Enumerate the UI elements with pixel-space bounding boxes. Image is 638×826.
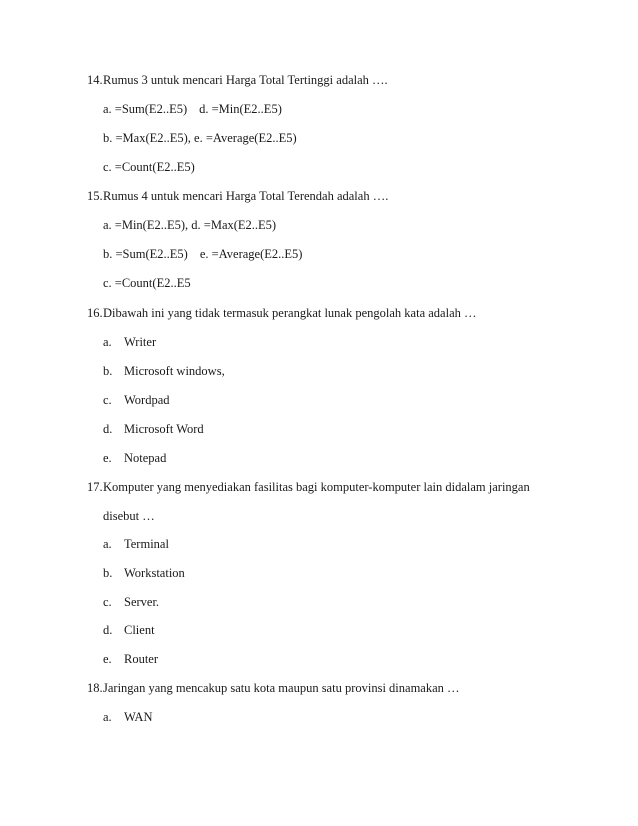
- option-letter: d.: [103, 422, 113, 436]
- option-letter: a.: [103, 710, 112, 724]
- option-letter: c.: [103, 393, 112, 407]
- question-number: 14.: [87, 73, 103, 87]
- option-text: Server.: [124, 595, 160, 609]
- option-letter: a.: [103, 537, 112, 551]
- option-letter: b.: [103, 364, 113, 378]
- option-text: Router: [124, 652, 159, 666]
- option-letter: e.: [103, 652, 112, 666]
- option-text: Terminal: [124, 537, 169, 551]
- option-letter: e.: [103, 451, 112, 465]
- option-text: b. =Sum(E2..E5) e. =Average(E2..E5): [103, 247, 303, 261]
- question-text: Jaringan yang mencakup satu kota maupun satu provinsi dinamakan …: [103, 681, 460, 695]
- option-text: WAN: [124, 710, 153, 724]
- option-letter: d.: [103, 623, 113, 637]
- option-text: Writer: [124, 335, 157, 349]
- option-letter: c.: [103, 595, 112, 609]
- question-text: Rumus 4 untuk mencari Harga Total Terendah adalah ….: [103, 189, 389, 203]
- question-text: Rumus 3 untuk mencari Harga Total Tertinggi adalah ….: [103, 73, 388, 87]
- option-text: Wordpad: [124, 393, 170, 407]
- question-number: 17.: [87, 480, 103, 494]
- option-text: Microsoft windows,: [124, 364, 225, 378]
- option-text: Workstation: [124, 566, 185, 580]
- option-text: Notepad: [124, 451, 167, 465]
- option-letter: a.: [103, 335, 112, 349]
- question-number: 18.: [87, 681, 103, 695]
- option-text: b. =Max(E2..E5), e. =Average(E2..E5): [103, 131, 297, 145]
- option-text: Microsoft Word: [124, 422, 204, 436]
- question-number: 16.: [87, 306, 103, 320]
- question-number: 15.: [87, 189, 103, 203]
- option-letter: b.: [103, 566, 113, 580]
- question-text: disebut …: [103, 509, 155, 523]
- option-text: c. =Count(E2..E5: [103, 276, 191, 290]
- option-text: c. =Count(E2..E5): [103, 160, 195, 174]
- option-text: Client: [124, 623, 155, 637]
- option-text: a. =Sum(E2..E5) d. =Min(E2..E5): [103, 102, 282, 116]
- question-text: Dibawah ini yang tidak termasuk perangkat lunak pengolah kata adalah …: [103, 306, 477, 320]
- question-text: Komputer yang menyediakan fasilitas bagi komputer-komputer lain didalam jaringan: [103, 480, 530, 494]
- option-text: a. =Min(E2..E5), d. =Max(E2..E5): [103, 218, 277, 232]
